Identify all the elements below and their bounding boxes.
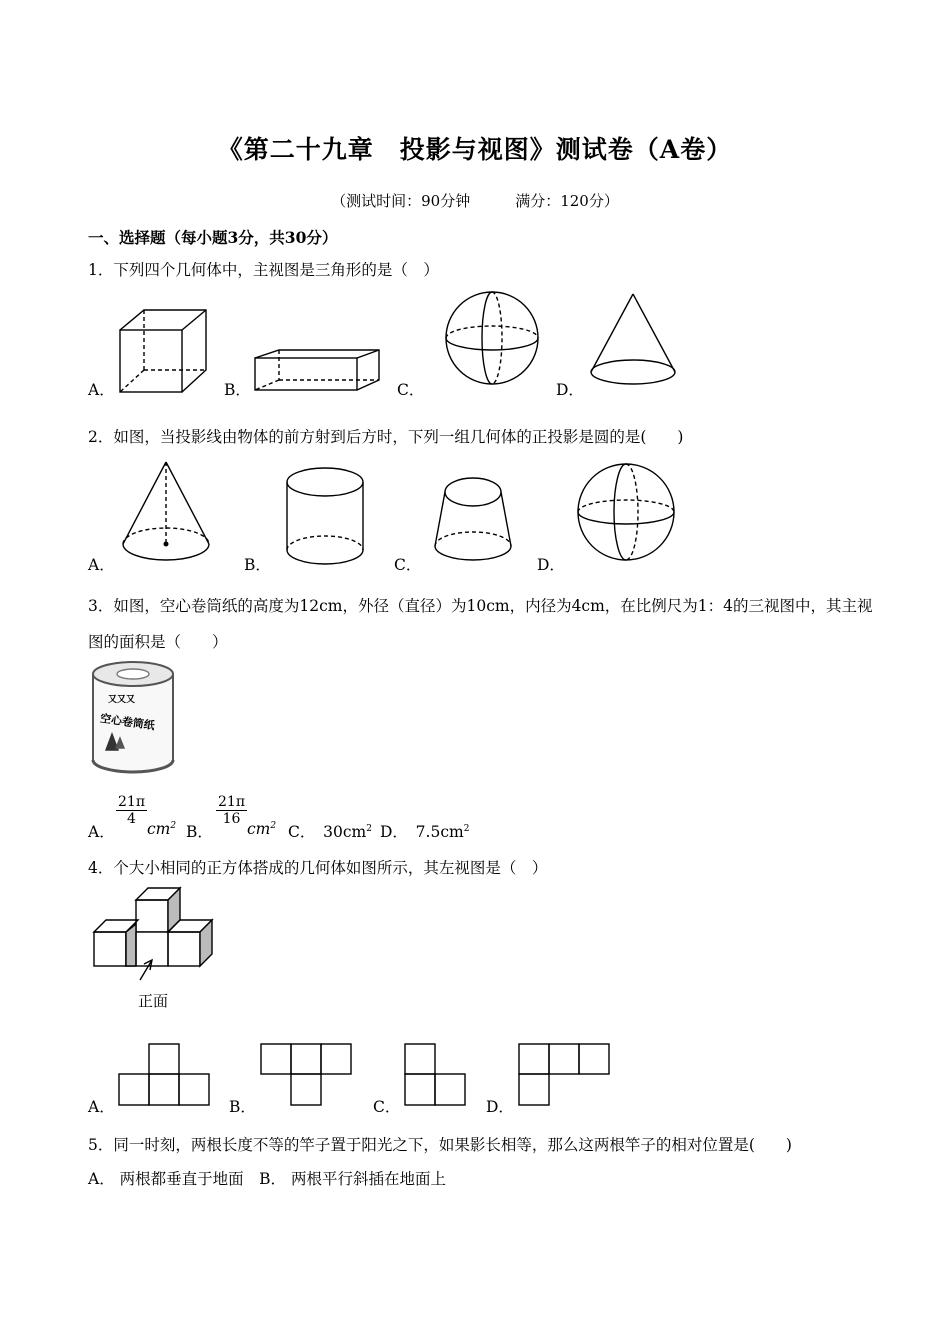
roll-brand-text: 又又又 [108, 695, 136, 705]
section-heading: 一、选择题（每小题3分，共30分） [88, 228, 338, 247]
page-title: 《第二十九章 投影与视图》测试卷（A卷） [217, 135, 733, 164]
frustum-figure [432, 474, 516, 570]
question-1-option-a: A． [88, 381, 115, 399]
question-2-option-d: D． [537, 556, 565, 574]
question-5-stem: 5．同一时刻，两根长度不等的竿子置于阳光之下，如果影长相等，那么这两根竿子的相对位置是( ) [88, 1136, 792, 1154]
question-4-option-a: A． [88, 1098, 115, 1116]
question-3-option-d: D． $7.5cm^2$ [380, 823, 470, 841]
question-2-option-c: C． [394, 556, 422, 574]
question-2-option-a: A． [88, 556, 115, 574]
cone-figure [588, 292, 680, 388]
paper-roll-figure [90, 660, 176, 774]
stacked-cubes-figure [92, 884, 216, 1014]
question-2-option-b: B． [244, 556, 271, 574]
front-label: 正面 [138, 992, 169, 1010]
cuboid-figure [253, 348, 383, 392]
question-1-option-b: B． [224, 381, 251, 399]
question-4-option-d: D． [486, 1098, 514, 1116]
option-c-view-figure [404, 1043, 468, 1107]
option-a-denominator: 4 [116, 810, 147, 827]
roll-label-text: 空心卷筒纸 [99, 711, 156, 733]
sphere-figure [444, 290, 544, 390]
cube-figure [118, 308, 210, 394]
question-1-stem: 1．下列四个几何体中，主视图是三角形的是（ ） [88, 261, 439, 279]
cone-with-axis-figure [120, 460, 216, 566]
option-a-unit: $cm^2$ [147, 820, 177, 838]
cylinder-figure [284, 466, 368, 570]
option-b-numerator: 21π [218, 794, 246, 810]
question-1-option-d: D． [556, 381, 584, 399]
option-a-numerator: 21π [118, 794, 146, 810]
question-4-option-b: B． [229, 1098, 256, 1116]
question-1-option-c: C． [397, 381, 425, 399]
question-4-option-c: C． [373, 1098, 401, 1116]
option-b-fraction [216, 794, 247, 827]
question-5-options-ab: A． 两根都垂直于地面 B． 两根平行斜插在地面上 [88, 1170, 446, 1188]
option-b-view-figure [260, 1043, 354, 1107]
option-a-fraction [116, 794, 147, 827]
question-4-stem: 4．个大小相同的正方体搭成的几何体如图所示，其左视图是（ ） [88, 859, 548, 877]
option-a-view-figure [118, 1043, 212, 1107]
question-3-option-c: C． $30cm^2$ [288, 823, 372, 841]
option-d-view-figure [518, 1043, 612, 1107]
question-2-stem: 2．如图，当投影线由物体的前方射到后方时，下列一组几何体的正投影是圆的是( ) [88, 428, 684, 446]
question-3-stem-line1: 3．如图，空心卷筒纸的高度为12cm，外径（直径）为10cm，内径为4cm，在比例尺为1：4的三视图中，其主视 [88, 597, 873, 615]
option-b-denominator: 16 [216, 810, 247, 827]
question-3-option-a: A． [88, 823, 115, 841]
question-3-option-b: B． [186, 823, 213, 841]
page-subtitle: （测试时间：90分钟 满分：120分） [331, 192, 619, 210]
question-3-stem-line2: 图的面积是（ ） [88, 633, 228, 651]
option-b-unit: $cm^2$ [247, 820, 277, 838]
sphere-figure-2 [576, 462, 680, 566]
